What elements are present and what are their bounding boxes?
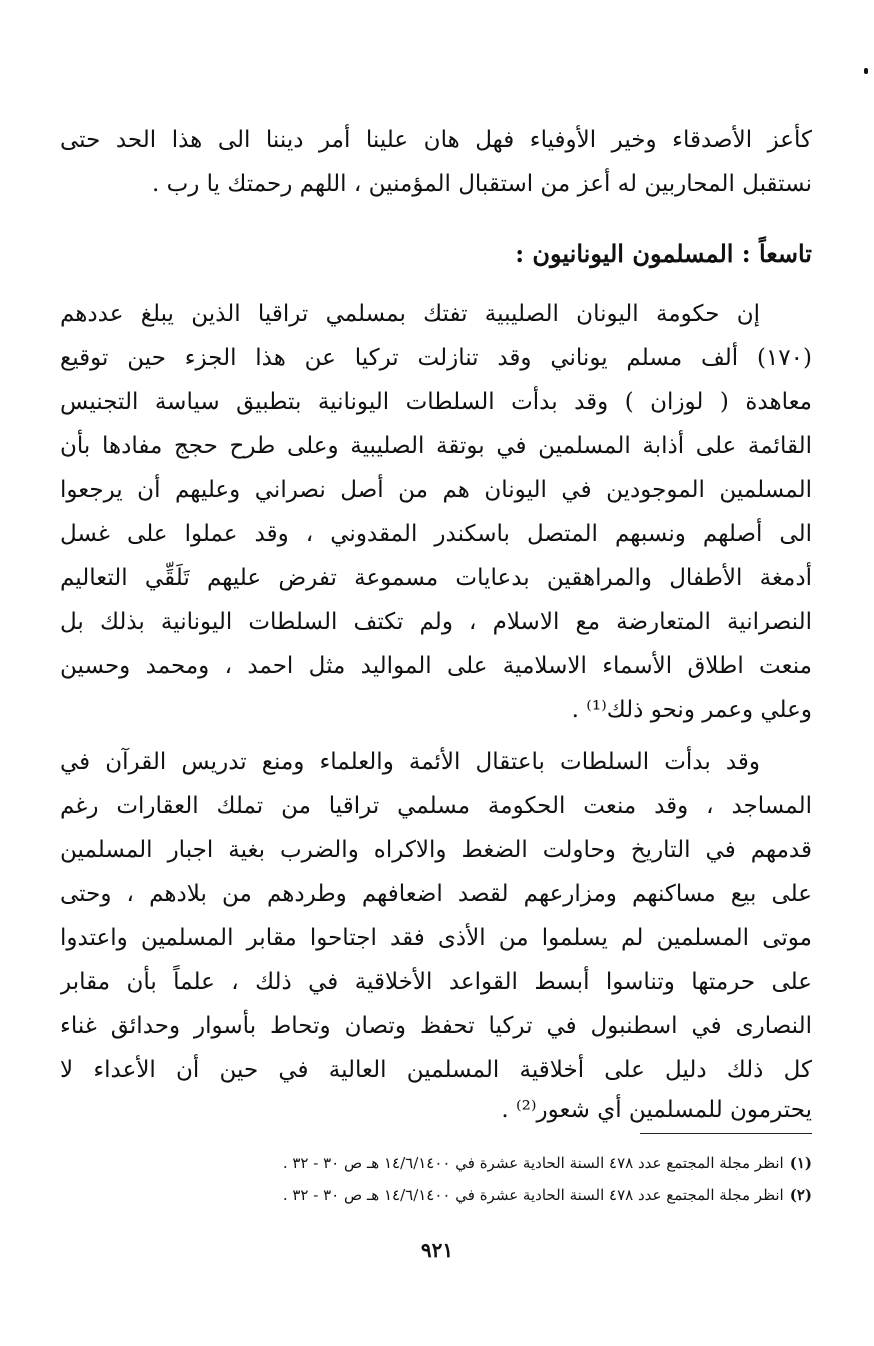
- paragraph-line: موتى المسلمين لم يسلموا من الأذى فقد اجتاحوا مقابر المسلمين واعتدوا: [60, 925, 812, 951]
- footnote-text: انظر مجلة المجتمع عدد ٤٧٨ السنة الحادية عشرة في ١٤/٦/١٤٠٠ هـ ص ٣٠ - ٣٢ .: [282, 1186, 784, 1204]
- paragraph-line: وعلي وعمر ونحو ذلك⁽¹⁾ .: [571, 697, 812, 723]
- paragraph-line: المساجد ، وقد منعت الحكومة مسلمي تراقيا من تملك العقارات رغم: [60, 793, 812, 819]
- section-heading: تاسعاً : المسلمون اليونانيون :: [515, 239, 812, 268]
- paragraph-line: النصارى في اسطنبول في تركيا تحفظ وتصان وتحاط بأسوار وحدائق غناء: [60, 1013, 812, 1039]
- scan-mark: [864, 68, 868, 74]
- paragraph-line: كل ذلك دليل على أخلاقية المسلمين العالية في حين أن الأعداء لا: [60, 1057, 812, 1083]
- paragraph-line: وقد بدأت السلطات باعتقال الأئمة والعلماء ومنع تدريس القرآن في: [60, 749, 760, 775]
- paragraph-line: معاهدة ( لوزان ) وقد بدأت السلطات اليونانية بتطبيق سياسة التجنيس: [60, 389, 812, 415]
- paragraph-line: على بيع مساكنهم ومزارعهم لقصد اضعافهم وطردهم من بلادهم ، وحتى: [60, 881, 812, 907]
- paragraph-line: منعت اطلاق الأسماء الاسلامية على المواليد مثل احمد ، ومحمد وحسين: [60, 653, 812, 679]
- footnote-number: (١): [789, 1154, 812, 1172]
- paragraph-line: أدمغة الأطفال والمراهقين بدعايات مسموعة تفرض عليهم تَلَقِّي التعاليم: [60, 565, 812, 591]
- paragraph-line: قدمهم في التاريخ وحاولت الضغط والاكراه والضرب بغية اجبار المسلمين: [60, 837, 812, 863]
- footnote-number: (٢): [789, 1186, 812, 1204]
- intro-line: كأعز الأصدقاء وخير الأوفياء فهل هان علينا أمر ديننا الى هذا الحد حتى: [60, 127, 812, 153]
- page-number: ٩٢١: [420, 1238, 454, 1262]
- paragraph-line: على حرمتها وتناسوا أبسط القواعد الأخلاقية في ذلك ، علماً بأن مقابر: [60, 969, 812, 995]
- paragraph-line: يحترمون للمسلمين أي شعور⁽²⁾ .: [501, 1097, 812, 1123]
- footnote: [60, 1180, 812, 1210]
- paragraph-line: النصرانية المتعارضة مع الاسلام ، ولم تكتف السلطات اليونانية بذلك بل: [60, 609, 812, 635]
- footnote-separator: [640, 1133, 812, 1134]
- paragraph-line: (١٧٠) ألف مسلم يوناني وقد تنازلت تركيا عن هذا الجزء حين توقيع: [60, 345, 812, 371]
- paragraph-line: الى أصلهم ونسبهم المتصل باسكندر المقدوني ، وقد عملوا على غسل: [60, 521, 812, 547]
- paragraph-line: إن حكومة اليونان الصليبية تفتك بمسلمي تراقيا الذين يبلغ عددهم: [60, 301, 760, 327]
- footnote-text: انظر مجلة المجتمع عدد ٤٧٨ السنة الحادية عشرة في ١٤/٦/١٤٠٠ هـ ص ٣٠ - ٣٢ .: [282, 1154, 784, 1172]
- intro-line: نستقبل المحاربين له أعز من استقبال المؤمنين ، اللهم رحمتك يا رب .: [151, 171, 812, 197]
- paragraph-line: المسلمين الموجودين في اليونان هم من أصل نصراني وعليهم أن يرجعوا: [60, 477, 812, 503]
- paragraph-line: القائمة على أذابة المسلمين في بوتقة الصليبية وعلى طرح حجج مفادها بأن: [60, 433, 812, 459]
- footnote: [60, 1148, 812, 1178]
